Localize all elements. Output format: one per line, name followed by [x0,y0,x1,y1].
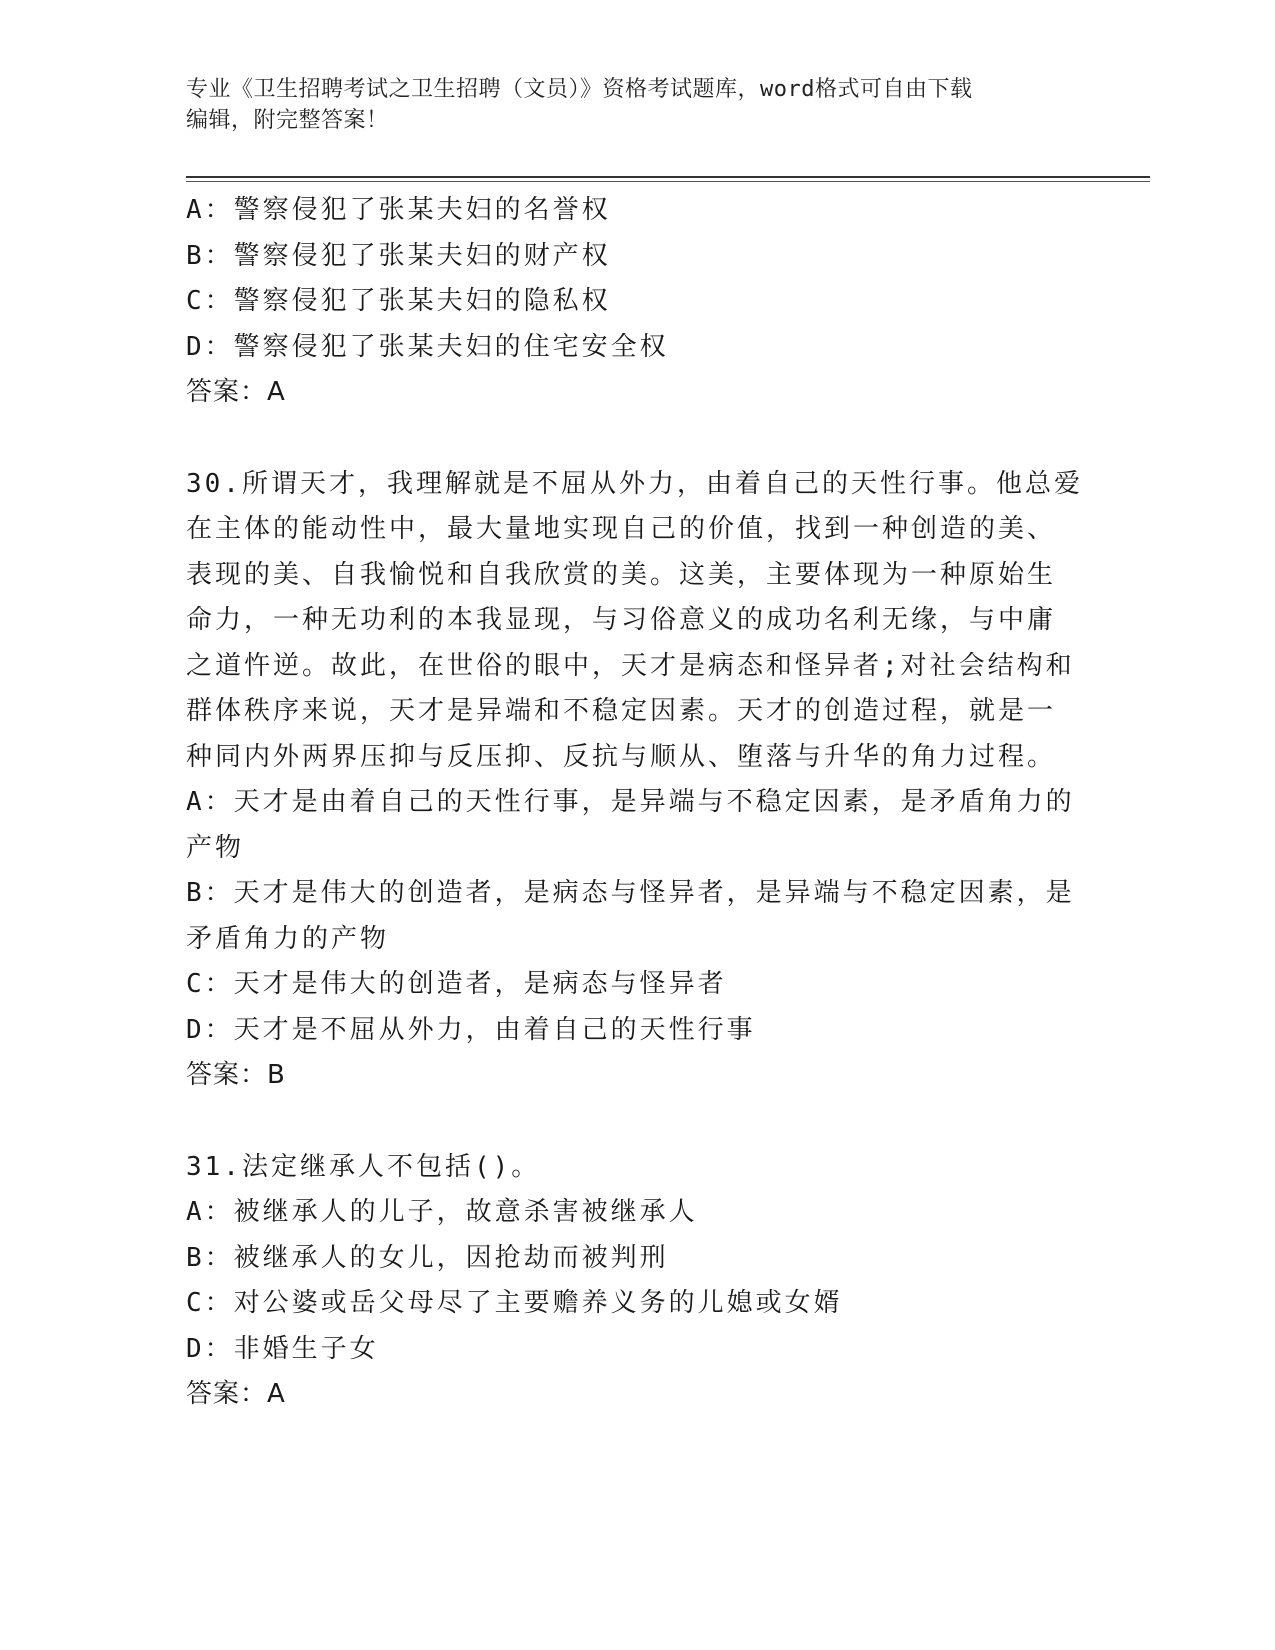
q29-option-b: B：警察侵犯了张某夫妇的财产权 [186,240,611,271]
question-spacer [186,416,1086,462]
q31-option-d: D：非婚生子女 [186,1333,379,1364]
q30-stem-line: 在主体的能动性中，最大量地实现自己的价值，找到一种创造的美、 [186,514,1057,544]
q30-stem-line: 种同内外两界压抑与反压抑、反抗与顺从、堕落与升华的角力过程。 [186,741,1057,772]
q30-option-a-cont: 产物 [186,832,245,863]
question-spacer [186,1099,1086,1145]
q30-option-a: A：天才是由着自己的天性行事，是异端与不稳定因素，是矛盾角力的 [186,787,1075,817]
q30-answer: 答案：B [186,1060,286,1090]
q30-option-c: C：天才是伟大的创造者，是病态与怪异者 [186,969,727,999]
q29-option-c: C：警察侵犯了张某夫妇的隐私权 [186,286,611,316]
question-31 [186,1145,1086,1418]
q30-option-b-cont: 矛盾角力的产物 [186,923,390,954]
question-content [186,188,1086,1418]
q29-option-d: D：警察侵犯了张某夫妇的住宅安全权 [186,331,669,362]
q31-option-b: B：被继承人的女儿，因抢劫而被判刑 [186,1242,669,1273]
q29-option-a: A：警察侵犯了张某夫妇的名誉权 [186,195,611,225]
document-header [186,74,1066,136]
q30-stem-line: 表现的美、自我愉悦和自我欣赏的美。这美，主要体现为一种原始生 [186,559,1057,590]
q30-stem-line: 命力，一种无功利的本我显现，与习俗意义的成功名利无缘，与中庸 [186,605,1057,635]
header-line-2: 编辑，附完整答案！ [186,108,389,133]
q29-answer: 答案：A [186,377,286,407]
header-divider-thick [186,176,1150,178]
q30-option-d: D：天才是不屈从外力，由着自己的天性行事 [186,1014,756,1045]
q30-stem-line: 30.所谓天才，我理解就是不屈从外力，由着自己的天性行事。他总爱 [186,468,1083,499]
question-30 [186,462,1086,1099]
q31-answer: 答案：A [186,1379,286,1409]
q30-option-b: B：天才是伟大的创造者，是病态与怪异者，是异端与不稳定因素，是 [186,878,1075,908]
question-29 [186,188,1086,416]
q31-option-a: A：被继承人的儿子，故意杀害被继承人 [186,1197,698,1227]
header-line-1: 专业《卫生招聘考试之卫生招聘（文员）》资格考试题库，word格式可自由下载 [186,77,973,102]
q30-stem-line: 之道忤逆。故此，在世俗的眼中，天才是病态和怪异者;对社会结构和 [186,650,1075,681]
q30-stem-line: 群体秩序来说，天才是异端和不稳定因素。天才的创造过程，就是一 [186,696,1057,726]
q31-stem: 31.法定继承人不包括()。 [186,1151,541,1182]
header-divider-thin [186,181,1150,182]
q31-option-c: C：对公婆或岳父母尽了主要赡养义务的儿媳或女婿 [186,1288,843,1318]
